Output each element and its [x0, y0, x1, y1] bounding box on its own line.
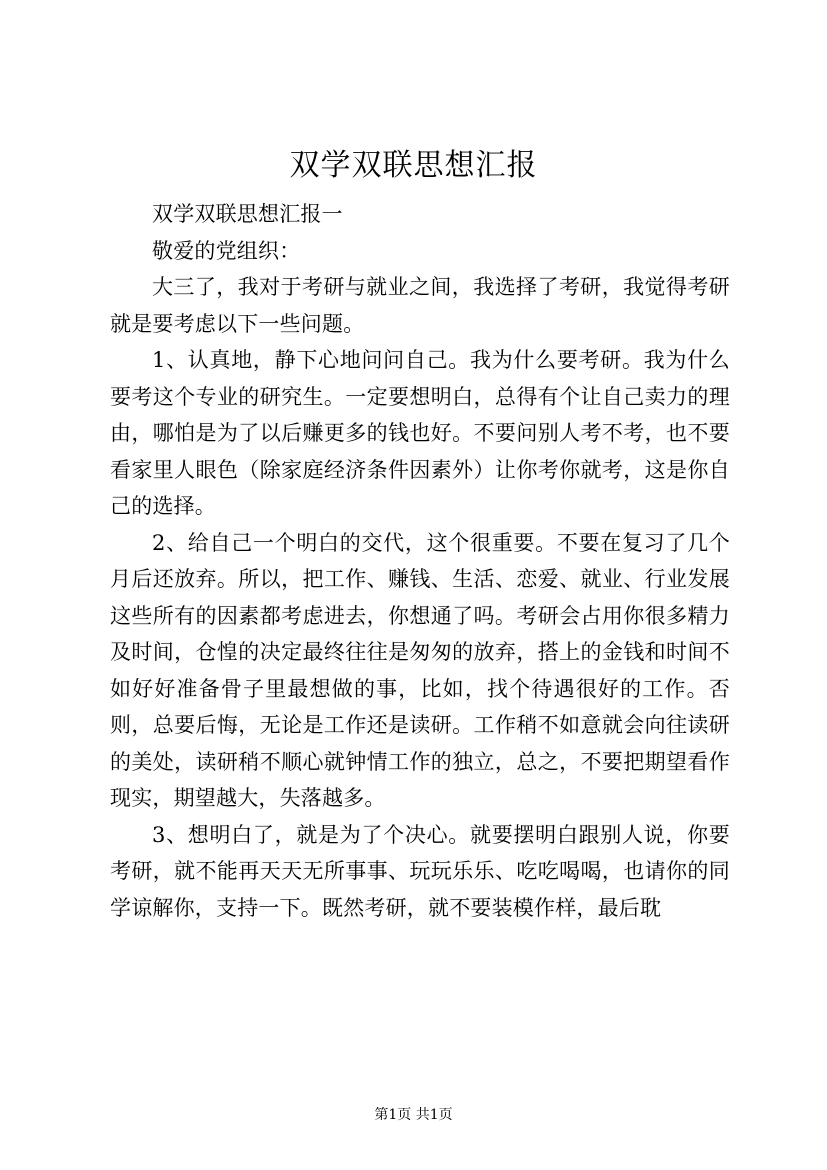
- paragraph-subtitle: 双学双联思想汇报一: [152, 202, 343, 226]
- page-number-label: 第1页 共1页: [374, 1107, 453, 1123]
- page-footer: [0, 1106, 827, 1124]
- paragraph-intro: 大三了，我对于考研与就业之间，我选择了考研，我觉得考研就是要考虑以下一些问题。: [110, 275, 730, 336]
- paragraph-point-1: 1、认真地，静下心地问问自己。我为什么要考研。我为什么要考这个专业的研究生。一定要想明白，总得有个让自己卖力的理由，哪怕是为了以后赚更多的钱也好。不要问别人考不考，也不要看家里人眼色（除家庭经济条件因素外）让你考你就考，这是你自己的选择。: [110, 348, 730, 518]
- paragraph-point-3: 3、想明白了，就是为了个决心。就要摆明白跟别人说，你要考研，就不能再天天无所事事、玩玩乐乐、吃吃喝喝，也请你的同学谅解你，支持一下。既然考研，就不要装模作样，最后耽: [110, 822, 730, 920]
- document-body: [110, 196, 730, 926]
- document-title: 双学双联思想汇报: [289, 148, 538, 183]
- paragraph-salutation: 敬爱的党组织：: [152, 238, 301, 263]
- paragraph-point-2: 2、给自己一个明白的交代，这个很重要。不要在复习了几个月后还放弃。所以，把工作、赚钱、生活、恋爱、就业、行业发展这些所有的因素都考虑进去，你想通了吗。考研会占用你很多精力及时间，仓惶的决定最终往往是匆匆的放弃，搭上的金钱和时间不如好好准备骨子里最想做的事，比如，找个待遇很好的工作。否则，总要后悔，无论是工作还是读研。工作稍不如意就会向往读研的美处，读研稍不顺心就钟情工作的独立，总之，不要把期望看作现实，期望越大，失落越多。: [110, 530, 730, 810]
